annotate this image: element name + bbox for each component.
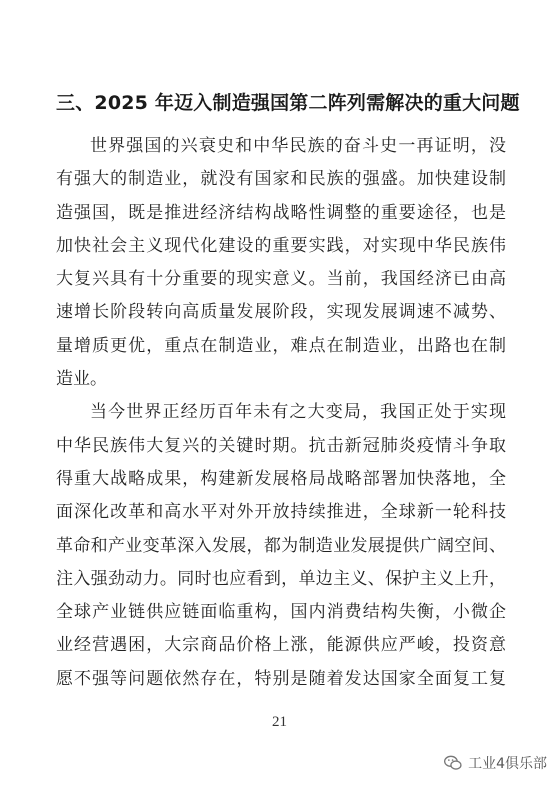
watermark-label: 工业4俱乐部 xyxy=(468,756,547,772)
paragraph-1-line-1: 世界强国的兴衰史和中华民族的奋斗史一再证明，没 xyxy=(90,136,506,156)
paragraph-1-line-7: 量增质更优，重点在制造业，难点在制造业，出路也在制 xyxy=(56,335,506,356)
paragraph-2-line-1: 当今世界正经历百年未有之大变局，我国正处于实现 xyxy=(90,402,506,423)
paragraph-1-line-8: 造业。 xyxy=(56,369,107,390)
watermark xyxy=(443,753,547,773)
paragraph-2-line-7: 全球产业链供应链面临重构，国内消费结构失衡，小微企 xyxy=(56,602,506,623)
wechat-icon xyxy=(443,753,463,773)
paragraph-2-line-9: 愿不强等问题依然存在，特别是随着发达国家全面复工复 xyxy=(56,668,506,689)
paragraph-1-line-2: 有强大的制造业，就没有国家和民族的强盛。加快建设制 xyxy=(56,169,506,190)
paragraph-2-line-5: 革命和产业变革深入发展，都为制造业发展提供广阔空间、 xyxy=(56,535,506,556)
page-number: 21 xyxy=(272,714,287,730)
paragraph-2-line-2: 中华民族伟大复兴的关键时期。抗击新冠肺炎疫情斗争取 xyxy=(56,435,506,456)
paragraph-1-line-6: 速增长阶段转向高质量发展阶段，实现发展调速不减势、 xyxy=(56,302,506,323)
paragraph-2-line-6: 注入强劲动力。同时也应看到，单边主义、保护主义上升， xyxy=(56,568,506,589)
paragraph-1-line-5: 大复兴具有十分重要的现实意义。当前，我国经济已由高 xyxy=(56,269,506,290)
section-heading: 三、2025 年迈入制造强国第二阵列需解决的重大问题 xyxy=(56,92,520,114)
body-text xyxy=(56,130,506,696)
paragraph-1-line-4: 加快社会主义现代化建设的重要实践，对实现中华民族伟 xyxy=(56,235,506,256)
paragraph-2-line-3: 得重大战略成果，构建新发展格局战略部署加快落地，全 xyxy=(56,468,506,489)
paragraph-2-line-8: 业经营遇困，大宗商品价格上涨，能源供应严峻，投资意 xyxy=(56,635,506,656)
paragraph-2-line-4: 面深化改革和高水平对外开放持续推进，全球新一轮科技 xyxy=(56,502,506,523)
paragraph-1-line-3: 造强国，既是推进经济结构战略性调整的重要途径，也是 xyxy=(56,202,506,223)
